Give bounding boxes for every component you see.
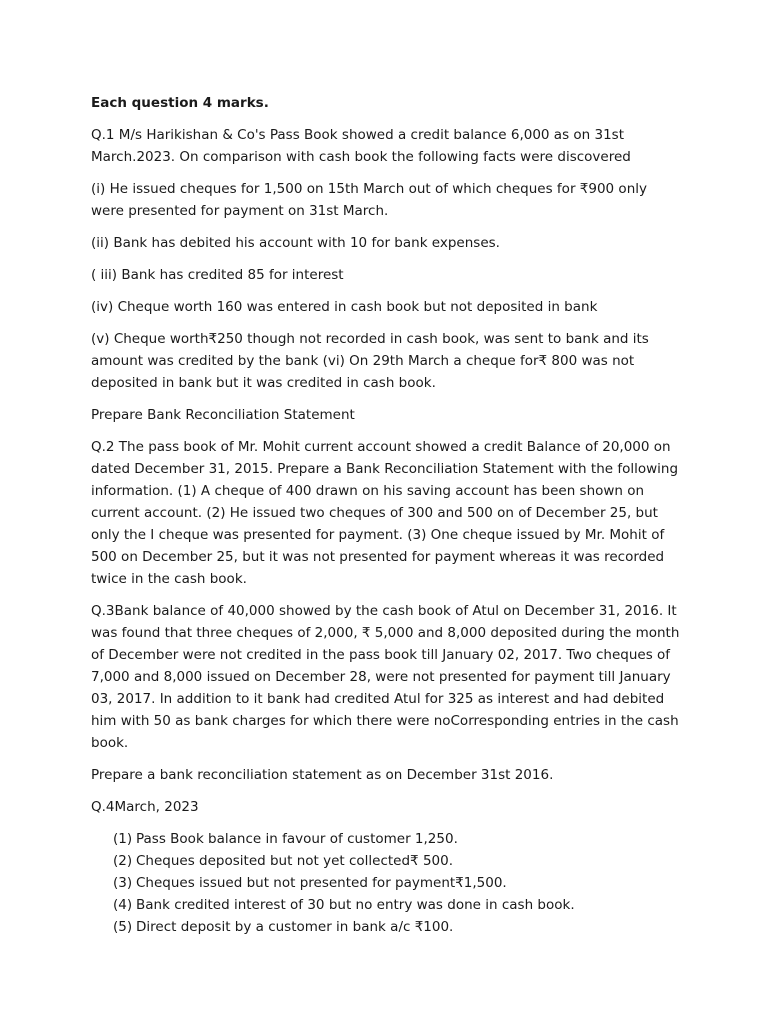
marks-heading: Each question 4 marks. (91, 95, 269, 111)
q1-item-iii: ( iii) Bank has credited 85 for interest (91, 267, 344, 283)
q3-text: Q.3Bank balance of 40,000 showed by the cash book of Atul on December 31, 2016. It was found that three cheques of 2,000, ₹ 5,000 and 8,000 deposited during the month of December were not credited in the pass book till January 02, 2017. Two cheques of 7,000 and 8,000 issued on December 28, were not presented for payment till January 03, 2017. In addition to it bank had credited Atul for 325 as interest and had debited him with 50 as bank charges for which there were noCorresponding entries in the cash book. (91, 603, 680, 751)
q3-instruction: Prepare a bank reconciliation statement as on December 31st 2016. (91, 767, 554, 783)
list-item-number: (4) (113, 897, 133, 913)
list-item-number: (1) (113, 831, 133, 847)
q1-item-i: (i) He issued cheques for 1,500 on 15th March out of which cheques for ₹900 only were presented for payment on 31st March. (91, 181, 647, 219)
list-item-text: Direct deposit by a customer in bank a/c ₹100. (136, 919, 454, 935)
list-item-number: (3) (113, 875, 133, 891)
q4-list (91, 828, 681, 938)
q1-item-v: (v) Cheque worth₹250 though not recorded in cash book, was sent to bank and its amount was credited by the bank (vi) On 29th March a cheque for₹ 800 was not deposited in bank but it was credited in cash book. (91, 331, 649, 391)
list-item-text: Cheques issued but not presented for payment₹1,500. (136, 875, 507, 891)
list-item (113, 916, 681, 938)
q2-text: Q.2 The pass book of Mr. Mohit current account showed a credit Balance of 20,000 on dated December 31, 2015. Prepare a Bank Reconciliation Statement with the following information. (1) A cheque of 400 drawn on his saving account has been shown on current account. (2) He issued two cheques of 300 and 500 on of December 25, but only the I cheque was presented for payment. (3) One cheque issued by Mr. Mohit of 500 on December 25, but it was not presented for payment whereas it was recorded twice in the cash book. (91, 439, 679, 587)
list-item-number: (5) (113, 919, 133, 935)
q1-item-iv: (iv) Cheque worth 160 was entered in cash book but not deposited in bank (91, 299, 598, 315)
list-item (113, 894, 681, 916)
list-item (113, 872, 681, 894)
list-item-number: (2) (113, 853, 133, 869)
list-item-text: Pass Book balance in favour of customer 1,250. (136, 831, 458, 847)
q1-intro: Q.1 M/s Harikishan & Co's Pass Book showed a credit balance 6,000 as on 31st March.2023. On comparison with cash book the following facts were discovered (91, 127, 631, 165)
q4-title: Q.4March, 2023 (91, 799, 199, 815)
list-item-text: Bank credited interest of 30 but no entry was done in cash book. (136, 897, 575, 913)
document-page (91, 92, 681, 938)
list-item (113, 828, 681, 850)
list-item (113, 850, 681, 872)
q1-item-ii: (ii) Bank has debited his account with 10 for bank expenses. (91, 235, 500, 251)
list-item-text: Cheques deposited but not yet collected₹ 500. (136, 853, 453, 869)
q1-instruction: Prepare Bank Reconciliation Statement (91, 407, 355, 423)
